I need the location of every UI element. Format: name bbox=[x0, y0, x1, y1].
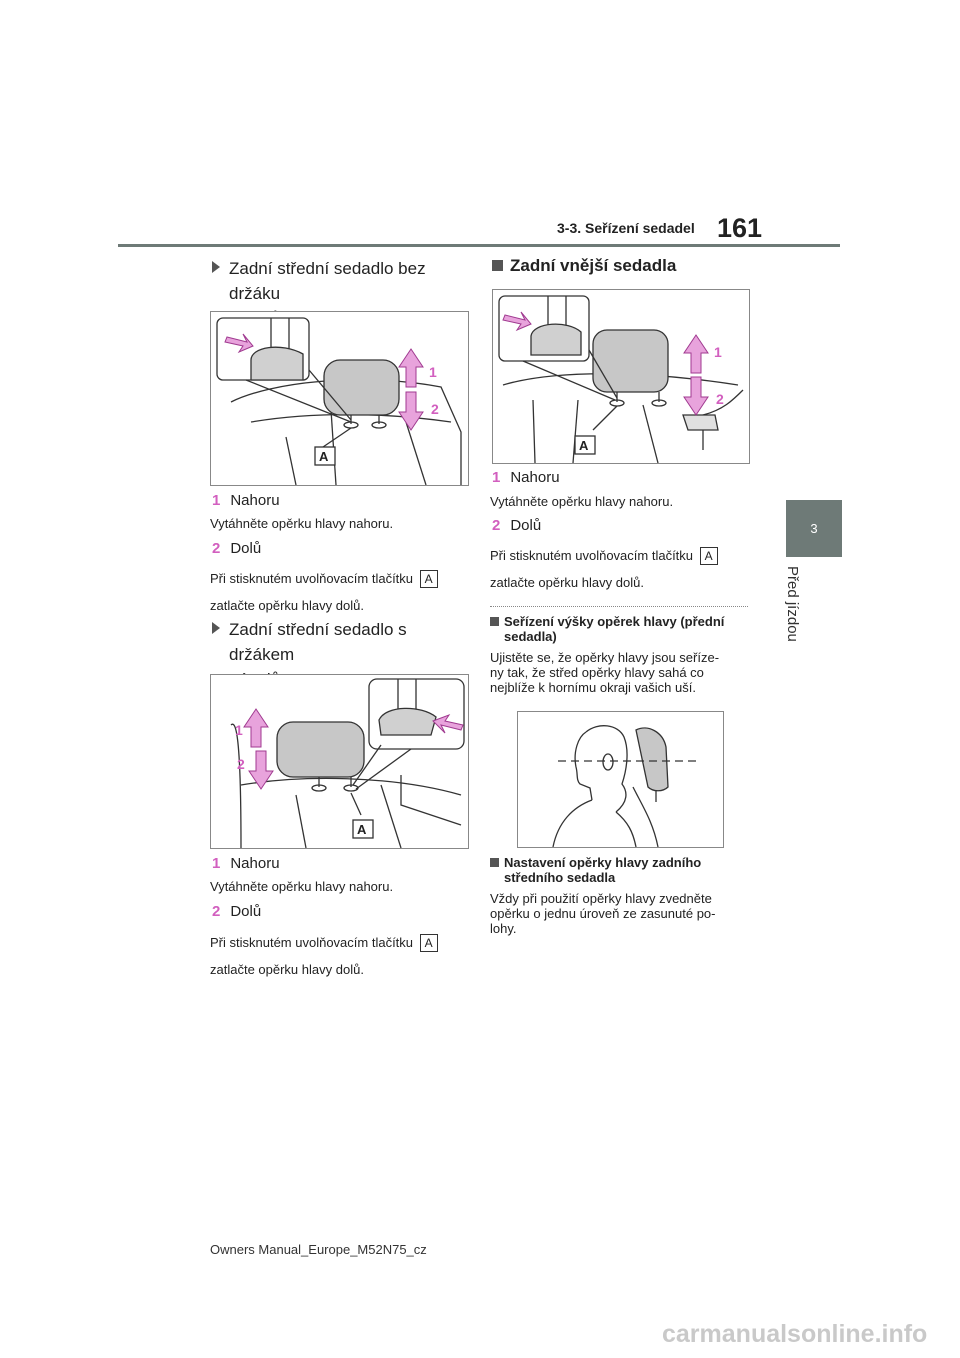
step-down-title bbox=[212, 903, 261, 920]
watermark: carmanualsonline.info bbox=[662, 1320, 928, 1348]
heading-line: Seřízení výšky opěrek hlavy (přední bbox=[504, 614, 725, 629]
headrest-illustration bbox=[493, 290, 749, 463]
section-title: 3-3. Seřízení sedadel bbox=[557, 220, 695, 236]
label-button: A bbox=[319, 449, 329, 464]
page-number: 161 bbox=[717, 213, 763, 243]
step-up-text: Vytáhněte opěrku hlavy nahoru. bbox=[210, 879, 394, 894]
heading-line: Zadní střední sedadlo s držákem bbox=[229, 620, 407, 664]
step-title-text: Nahoru bbox=[230, 492, 280, 509]
step-title-text: Dolů bbox=[230, 540, 262, 557]
text-line: opěrku o jednu úroveň ze zasunuté po- bbox=[490, 906, 716, 921]
text-line: lohy. bbox=[490, 921, 517, 936]
step-down-title bbox=[212, 540, 261, 557]
step-title-text: Nahoru bbox=[230, 855, 280, 872]
step-down-text-2: zatlačte opěrku hlavy dolů. bbox=[490, 575, 644, 590]
text-segment: Při stisknutém uvolňovacím tlačítku bbox=[210, 571, 414, 586]
footer-text: Owners Manual_Europe_M52N75_cz bbox=[210, 1242, 427, 1257]
step-down-text bbox=[490, 547, 718, 565]
chapter-tab bbox=[786, 500, 842, 557]
text-segment: Při stisknutém uvolňovacím tlačítku bbox=[490, 548, 694, 563]
heading-text: Zadní vnější sedadla bbox=[510, 256, 677, 275]
driver-head-illustration bbox=[518, 712, 723, 847]
dotted-divider bbox=[490, 606, 748, 607]
adjust-heading bbox=[490, 614, 724, 644]
step-down-title bbox=[492, 517, 541, 534]
step-down-text bbox=[210, 934, 438, 952]
square-bullet-icon bbox=[490, 858, 499, 867]
figure-headrest-with-holder bbox=[210, 674, 469, 849]
step-up-title bbox=[492, 469, 560, 486]
step-number: 1 bbox=[212, 492, 221, 509]
release-button-key: A bbox=[420, 570, 438, 588]
label-down: 2 bbox=[716, 391, 724, 407]
heading-line: středního sedadla bbox=[504, 870, 616, 885]
step-number: 1 bbox=[212, 855, 221, 872]
label-button: A bbox=[579, 438, 589, 453]
step-up-text: Vytáhněte opěrku hlavy nahoru. bbox=[210, 516, 394, 531]
header-rule bbox=[118, 244, 840, 247]
figure-head-position bbox=[517, 711, 724, 848]
text-line: ny tak, že střed opěrky hlavy sahá co bbox=[490, 665, 704, 680]
heading-line: Zadní střední sedadlo bez držáku bbox=[229, 259, 426, 303]
headrest-illustration bbox=[211, 675, 468, 848]
label-button: A bbox=[357, 822, 367, 837]
text-line: Vždy při použití opěrky hlavy zvedněte bbox=[490, 891, 712, 906]
rear-center-text bbox=[490, 891, 716, 936]
figure-headrest-without-holder bbox=[210, 311, 469, 486]
text-segment: Při stisknutém uvolňovacím tlačítku bbox=[210, 935, 414, 950]
step-title-text: Dolů bbox=[230, 903, 262, 920]
label-up: 1 bbox=[235, 722, 243, 738]
step-up-title bbox=[212, 492, 280, 509]
triangle-bullet-icon bbox=[212, 261, 220, 273]
text-line: nejblíže k hornímu okraji vašich uší. bbox=[490, 680, 696, 695]
step-number: 1 bbox=[492, 469, 501, 486]
heading-line: Nastavení opěrky hlavy zadního bbox=[504, 855, 702, 870]
release-button-key: A bbox=[700, 547, 718, 565]
step-up-text: Vytáhněte opěrku hlavy nahoru. bbox=[490, 494, 674, 509]
triangle-bullet-icon bbox=[212, 622, 220, 634]
square-bullet-icon bbox=[490, 617, 499, 626]
step-title-text: Dolů bbox=[510, 517, 542, 534]
step-title-text: Nahoru bbox=[510, 469, 560, 486]
rear-center-heading bbox=[490, 855, 701, 885]
label-up: 1 bbox=[714, 344, 722, 360]
step-down-text-2: zatlačte opěrku hlavy dolů. bbox=[210, 962, 364, 977]
text-line: Ujistěte se, že opěrky hlavy jsou seříze- bbox=[490, 650, 720, 665]
step-down-text-2: zatlačte opěrku hlavy dolů. bbox=[210, 598, 364, 613]
step-number: 2 bbox=[492, 517, 501, 534]
step-number: 2 bbox=[212, 903, 221, 920]
step-up-title bbox=[212, 855, 280, 872]
chapter-label: Před jízdou bbox=[784, 566, 801, 642]
adjust-text bbox=[490, 650, 719, 695]
chapter-number: 3 bbox=[810, 521, 818, 536]
subsection-heading-outer bbox=[492, 256, 676, 276]
release-button-key: A bbox=[420, 934, 438, 952]
square-bullet-icon bbox=[492, 260, 503, 271]
heading-line: sedadla) bbox=[504, 629, 557, 644]
step-number: 2 bbox=[212, 540, 221, 557]
step-down-text bbox=[210, 570, 438, 588]
label-down: 2 bbox=[237, 756, 245, 772]
figure-headrest-outer bbox=[492, 289, 750, 464]
label-up: 1 bbox=[429, 364, 437, 380]
label-down: 2 bbox=[431, 401, 439, 417]
headrest-illustration bbox=[211, 312, 468, 485]
